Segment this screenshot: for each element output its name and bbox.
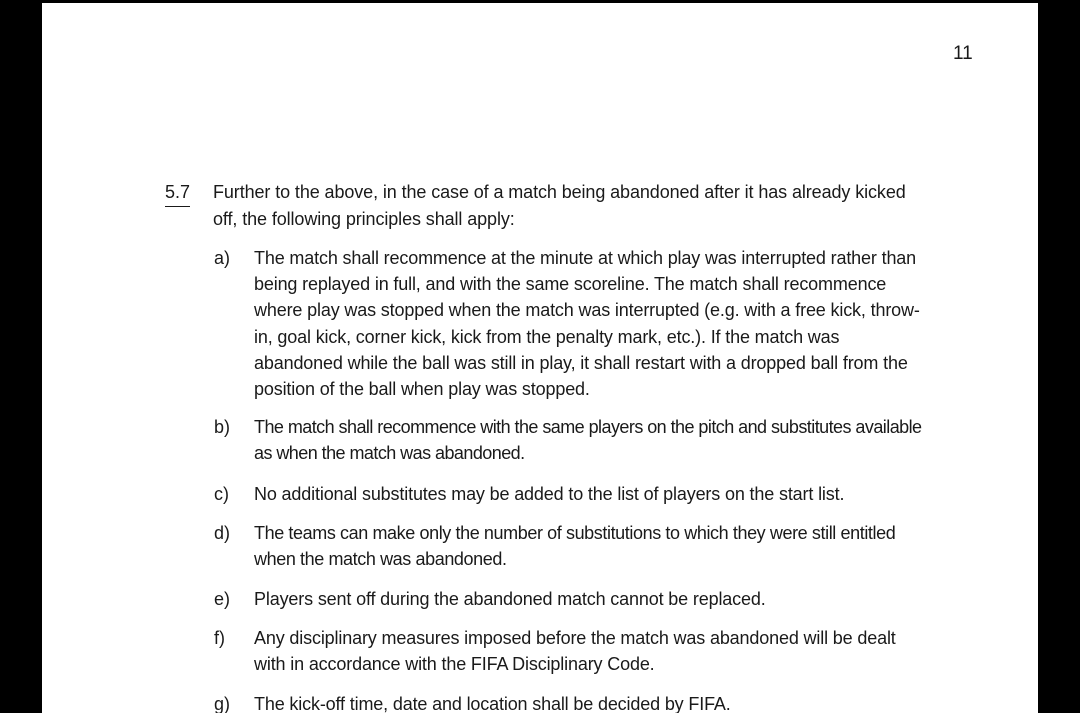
list-item-letter-b: b)	[214, 417, 231, 437]
list-item-text-a: The match shall recommence at the minute at which play was interrupted rather than being replayed in full, and with the same scoreline. The match shall recommence where play was stopped when the match was interrupted (e.g. with a free kick, throw-in, goal kick, corner kick, kick from the penalty mark, etc.). If the match was abandoned while the ball was still in play, it shall restart with a dropped ball from the position of the ball when play was stopped.	[254, 248, 920, 400]
list-item-letter-d: d)	[214, 523, 231, 543]
list-item-text-c: No additional substitutes may be added to the list of players on the start list.	[254, 484, 845, 504]
list-item-letter-f: f)	[214, 628, 225, 648]
page-number: 11	[953, 43, 973, 64]
list-item-letter-c: c)	[214, 484, 229, 504]
list-item-letter-g: g)	[214, 694, 231, 713]
list-item-text-f: Any disciplinary measures imposed before the match was abandoned will be dealt with in accordance with the FIFA Disciplinary Code.	[254, 628, 896, 675]
list-item-text-g: The kick-off time, date and location shall be decided by FIFA.	[254, 694, 731, 713]
section-number: 5.7	[165, 179, 190, 207]
list-item-letter-a: a)	[214, 248, 231, 268]
section-intro: Further to the above, in the case of a match being abandoned after it has already kicked off, the following principles shall apply:	[213, 182, 906, 229]
list-item-text-d: The teams can make only the number of substitutions to which they were still entitled when the match was abandoned.	[254, 523, 896, 570]
list-item-text-b: The match shall recommence with the same players on the pitch and substitutes available as when the match was abandoned.	[254, 417, 922, 464]
list-item-letter-e: e)	[214, 589, 231, 609]
document-page	[42, 3, 1038, 713]
list-item-text-e: Players sent off during the abandoned match cannot be replaced.	[254, 589, 766, 609]
